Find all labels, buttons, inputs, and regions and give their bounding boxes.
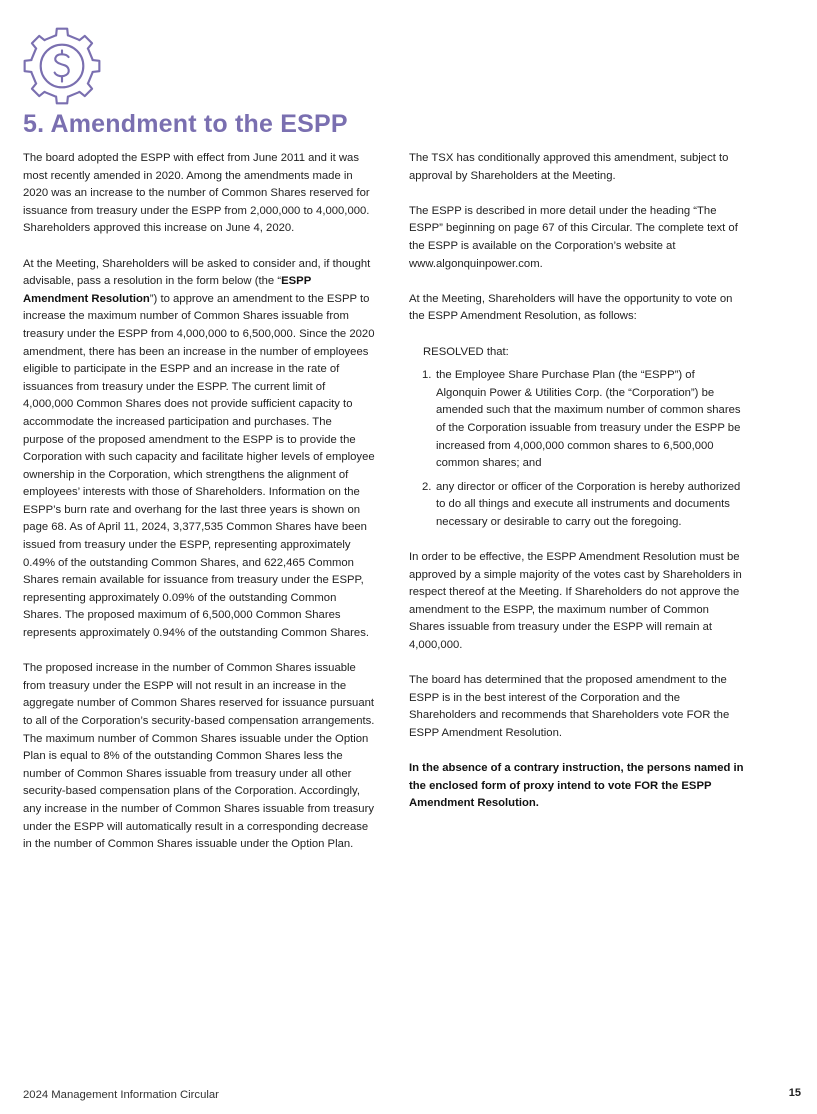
right-column xyxy=(409,150,747,831)
footer-title: 2024 Management Information Circular xyxy=(23,1089,219,1101)
paragraph-proxy-instruction: In the absence of a contrary instruction, the persons named in the enclosed form of proxy intend to vote FOR the ESPP Amendment Resolution. xyxy=(409,762,744,810)
paragraph-option-plan-impact: The proposed increase in the number of Common Shares issuable from treasury under the ESPP will not result in an increase in the aggregate number of Common Shares reserved for issuance pursuant to all of the Corporation’s security-based compensation arrangements. The maximum number of Common Shares issuable under the Option Plan is equal to 8% of the outstanding Common Shares less the number of Common Shares issuable from treasury under all other security-based compensation plans of the Corporation. Accordingly, any increase in the number of Common Shares issuable from treasury under the ESPP will automatically result in a corresponding decrease in the number of Common Shares issuable under the Option Plan. xyxy=(23,662,375,851)
resolution-item xyxy=(409,367,747,473)
paragraph-espp-description: The ESPP is described in more detail under the heading “The ESPP” beginning on page 67 of this Circular. The complete text of the ESPP is available on the Corporation’s website at www.algonquinpower.com. xyxy=(409,204,738,270)
paragraph-approval-requirement: In order to be effective, the ESPP Amendment Resolution must be approved by a simple majority of the votes cast by Shareholders in respect thereof at the Meeting. If Shareholders do not approve the amendment to the ESPP, the maximum number of Common Shares issuable from treasury under the ESPP will remain at 4,000,000. xyxy=(409,551,742,652)
paragraph-tsx-approval: The TSX has conditionally approved this amendment, subject to approval by Shareholders at the Meeting. xyxy=(409,152,729,182)
paragraph-espp-history: The board adopted the ESPP with effect from June 2011 and it was most recently amended in 2020. Among the amendments made in 2020 was an increase to the number of Common Shares reserved for issuance from treasury under the ESPP from 2,000,000 to 4,000,000. Shareholders approved this increase on June 4, 2020. xyxy=(23,152,370,235)
resolution-item-text: the Employee Share Purchase Plan (the “ESPP”) of Algonquin Power & Utilities Corp. (the “Corporation”) be amended such that the maximum number of common shares of the Corporation issuable from treasury under the ESPP be increased from 4,000,000 common shares to 6,500,000 common shares; and xyxy=(436,369,741,470)
resolution-item-text: any director or officer of the Corporation is hereby authorized to do all things and execute all instruments and documents necessary or desirable to carry out the foregoing. xyxy=(436,480,741,528)
resolved-label: RESOLVED that: xyxy=(423,345,509,358)
paragraph-board-recommendation: The board has determined that the proposed amendment to the ESPP is in the best interest of the Corporation and the Shareholders and recommends that Shareholders vote FOR the ESPP Amendment Resolution. xyxy=(409,674,730,739)
page-number: 15 xyxy=(788,1087,801,1099)
gear-dollar-icon xyxy=(21,25,103,107)
resolution-item-number: 2. xyxy=(422,480,432,493)
section-title: 5. Amendment to the ESPP xyxy=(23,110,348,138)
resolution-item-number: 1. xyxy=(422,369,432,382)
paragraph-meeting-resolution: At the Meeting, Shareholders will be asked to consider and, if thought advisable, pass a resolution in the form below (the “ESPP Amendment Resolution”) to approve an amendment to the ESPP to increase the maximum number of Common Shares issuable from treasury under the ESPP from 4,000,000 to 6,500,000. Since the 2020 amendment, there has been an increase in the number of employees eligible to participate in the ESPP and an increase in the rate of issuances from treasury under the ESPP. The current limit of 4,000,000 Common Shares does not provide sufficient capacity to accommodate the increased participation and purchases. The purpose of the proposed amendment to the ESPP is to provide the Corporation with such capacity and facilitate higher levels of employee ownership in the Corporation, which strengthens the alignment of employees’ interests with those of Shareholders. Information on the ESPP’s burn rate and overhang for the last three years is shown on page 68. As of April 11, 2024, 3,377,535 Common Shares have been issued from treasury under the ESPP, representing approximately 0.49% of the outstanding Common Shares, and 622,465 Common Shares remain available for issuance from treasury under the ESPP, representing approximately 0.09% of the outstanding Common Shares. The proposed maximum of 6,500,000 Common Shares represents approximately 0.94% of the outstanding Common Shares. xyxy=(23,257,375,640)
term-espp-amendment-resolution: ESPP Amendment Resolution xyxy=(23,275,312,305)
resolution-item xyxy=(409,479,747,532)
paragraph-vote-intro: At the Meeting, Shareholders will have the opportunity to vote on the ESPP Amendment Resolution, as follows: xyxy=(409,292,733,323)
resolution-list xyxy=(409,367,747,531)
left-column xyxy=(23,150,375,871)
